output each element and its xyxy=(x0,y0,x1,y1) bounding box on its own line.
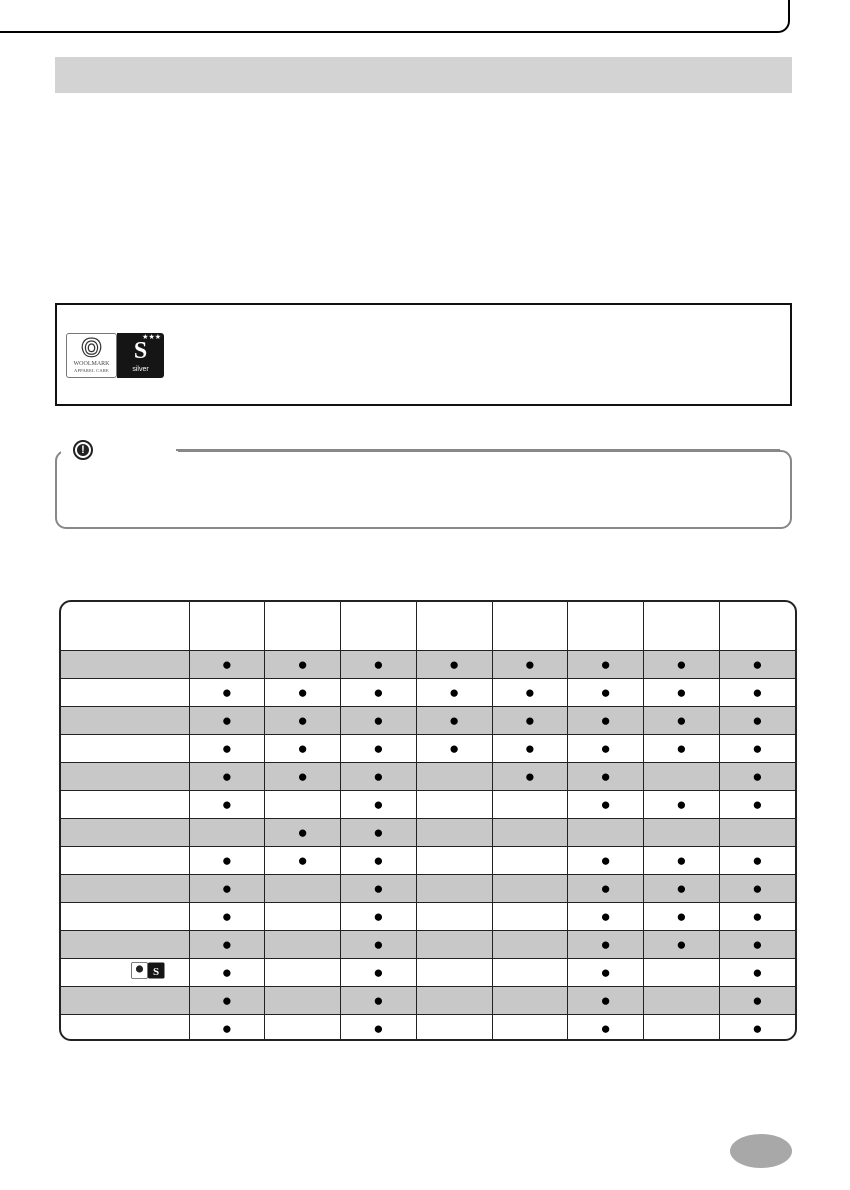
compat-cell xyxy=(719,706,795,734)
compat-cell xyxy=(719,790,795,818)
bullet-dot: ● xyxy=(752,738,763,758)
bullet-dot: ● xyxy=(752,878,763,898)
compat-cell xyxy=(265,678,341,706)
bullet-dot: ● xyxy=(221,710,233,730)
compat-cell xyxy=(341,846,417,874)
bullet-dot: ● xyxy=(297,738,308,758)
table-row xyxy=(61,986,795,1014)
caution-box xyxy=(55,450,792,529)
compat-cell xyxy=(265,1014,341,1041)
row-label-cell xyxy=(61,986,189,1014)
compat-cell xyxy=(492,986,568,1014)
compat-cell xyxy=(644,678,720,706)
compat-cell xyxy=(719,958,795,986)
compat-cell xyxy=(341,706,417,734)
compat-cell xyxy=(341,790,417,818)
compat-cell xyxy=(416,790,492,818)
compat-cell xyxy=(644,706,720,734)
table-row xyxy=(61,790,795,818)
bullet-dot: ● xyxy=(373,850,384,870)
bullet-dot: ● xyxy=(221,766,233,786)
bullet-dot: ● xyxy=(373,682,384,702)
bullet-dot: ● xyxy=(752,794,763,814)
bullet-dot: ● xyxy=(221,850,233,870)
woolmark-sub-text: APPAREL CARE xyxy=(74,368,109,373)
compat-cell xyxy=(265,902,341,930)
bullet-dot: ● xyxy=(373,1018,384,1038)
bullet-dot: ● xyxy=(676,738,687,758)
compat-cell xyxy=(644,650,720,678)
table-header-cell xyxy=(341,602,417,650)
compat-cell xyxy=(568,790,644,818)
bullet-dot: ● xyxy=(752,766,763,786)
compat-cell xyxy=(492,790,568,818)
table-header-cell xyxy=(644,602,720,650)
table-header-cell xyxy=(189,602,265,650)
compat-cell xyxy=(416,930,492,958)
compat-cell xyxy=(189,902,265,930)
silver-s-icon: S xyxy=(133,338,148,364)
bullet-dot: ● xyxy=(221,878,233,898)
row-label-cell xyxy=(61,874,189,902)
bullet-dot: ● xyxy=(600,878,611,898)
compat-cell xyxy=(568,986,644,1014)
compat-cell xyxy=(341,930,417,958)
table-row xyxy=(61,930,795,958)
table-row xyxy=(61,902,795,930)
compat-cell xyxy=(719,874,795,902)
table-header-cell xyxy=(719,602,795,650)
compat-cell xyxy=(492,734,568,762)
compat-cell xyxy=(341,874,417,902)
bullet-dot: ● xyxy=(373,906,384,926)
table-header-cell xyxy=(416,602,492,650)
care-symbols xyxy=(131,962,165,982)
compat-cell xyxy=(189,930,265,958)
compat-cell xyxy=(416,874,492,902)
row-label-cell xyxy=(61,706,189,734)
silver-logo xyxy=(117,333,164,378)
compat-cell xyxy=(568,818,644,846)
compat-cell xyxy=(492,874,568,902)
bullet-dot: ● xyxy=(297,654,308,674)
compat-cell xyxy=(189,986,265,1014)
compat-cell xyxy=(568,706,644,734)
compat-cell xyxy=(644,790,720,818)
compat-cell xyxy=(265,706,341,734)
table-row xyxy=(61,818,795,846)
compat-cell xyxy=(644,958,720,986)
compat-cell xyxy=(644,874,720,902)
bullet-dot: ● xyxy=(221,962,233,982)
silver-mini-letter: S xyxy=(152,966,159,978)
bullet-dot: ● xyxy=(221,682,233,702)
program-compatibility-table xyxy=(59,600,797,1041)
bullet-dot: ● xyxy=(600,850,611,870)
bullet-dot: ● xyxy=(221,794,233,814)
silver-stars: ★★★ xyxy=(142,334,161,341)
table-header-row xyxy=(61,602,795,650)
bullet-dot: ● xyxy=(600,738,611,758)
row-label-cell xyxy=(61,958,189,986)
compat-cell xyxy=(719,986,795,1014)
compat-cell xyxy=(341,734,417,762)
woolmark-brand-text: WOOLMARK xyxy=(73,361,110,367)
compat-cell xyxy=(644,818,720,846)
bullet-dot: ● xyxy=(297,766,308,786)
woolmark-logo xyxy=(66,333,117,378)
bullet-dot: ● xyxy=(373,794,384,814)
compat-cell xyxy=(265,734,341,762)
bullet-dot: ● xyxy=(297,682,308,702)
compat-cell xyxy=(265,762,341,790)
bullet-dot: ● xyxy=(752,682,763,702)
compat-cell xyxy=(265,650,341,678)
bullet-dot: ● xyxy=(600,990,611,1010)
compat-cell xyxy=(568,958,644,986)
compat-cell xyxy=(416,650,492,678)
compat-cell xyxy=(492,1014,568,1041)
compat-cell xyxy=(341,1014,417,1041)
compat-cell xyxy=(568,874,644,902)
woolmark-mini-ball xyxy=(135,965,142,972)
compat-cell xyxy=(416,762,492,790)
bullet-dot: ● xyxy=(221,990,233,1010)
bullet-dot: ● xyxy=(297,710,308,730)
bullet-dot: ● xyxy=(676,906,687,926)
table-row xyxy=(61,762,795,790)
compat-cell xyxy=(189,874,265,902)
compat-cell xyxy=(719,650,795,678)
compat-cell xyxy=(644,1014,720,1041)
bullet-dot: ● xyxy=(600,1018,611,1038)
bullet-dot: ● xyxy=(297,850,308,870)
bullet-dot: ● xyxy=(676,682,687,702)
exclamation-icon: ! xyxy=(73,440,93,460)
bullet-dot: ● xyxy=(524,766,536,786)
row-label-cell xyxy=(61,790,189,818)
compat-cell xyxy=(416,1014,492,1041)
bullet-dot: ● xyxy=(448,654,460,674)
bullet-dot: ● xyxy=(373,962,384,982)
compat-cell xyxy=(644,734,720,762)
compat-cell xyxy=(189,958,265,986)
row-label-cell xyxy=(61,818,189,846)
compat-cell xyxy=(492,818,568,846)
compat-cell xyxy=(265,846,341,874)
section-header-bar xyxy=(55,57,792,93)
compat-cell xyxy=(341,650,417,678)
compat-cell xyxy=(719,846,795,874)
compat-cell xyxy=(341,902,417,930)
bullet-dot: ● xyxy=(373,738,384,758)
compat-cell xyxy=(189,818,265,846)
care-label-box xyxy=(55,303,792,406)
compat-cell xyxy=(568,930,644,958)
compat-cell xyxy=(189,790,265,818)
table-header-cell xyxy=(492,602,568,650)
compat-cell xyxy=(568,762,644,790)
compat-cell xyxy=(644,930,720,958)
compat-cell xyxy=(265,958,341,986)
bullet-dot: ● xyxy=(524,654,536,674)
compat-cell xyxy=(644,762,720,790)
compat-cell xyxy=(644,986,720,1014)
bullet-dot: ● xyxy=(600,654,611,674)
bullet-dot: ● xyxy=(676,934,687,954)
compat-cell xyxy=(341,762,417,790)
compat-cell xyxy=(341,958,417,986)
row-label-cell xyxy=(61,846,189,874)
bullet-dot: ● xyxy=(600,710,611,730)
row-label-cell xyxy=(61,762,189,790)
compat-cell xyxy=(719,930,795,958)
compat-cell xyxy=(719,902,795,930)
table-header-cell xyxy=(568,602,644,650)
bullet-dot: ● xyxy=(221,906,233,926)
compat-cell xyxy=(189,706,265,734)
compat-cell xyxy=(492,650,568,678)
compat-cell xyxy=(265,790,341,818)
bullet-dot: ● xyxy=(448,682,460,702)
compat-cell xyxy=(416,986,492,1014)
bullet-dot: ● xyxy=(373,990,384,1010)
compat-cell xyxy=(568,678,644,706)
bullet-dot: ● xyxy=(600,962,611,982)
page-top-frame-line xyxy=(0,0,790,33)
woolmark-ball-icon xyxy=(67,334,116,360)
compat-cell xyxy=(189,762,265,790)
bullet-dot: ● xyxy=(297,822,308,842)
bullet-dot: ● xyxy=(752,1018,763,1038)
compat-cell xyxy=(341,678,417,706)
compat-cell xyxy=(265,930,341,958)
table-row xyxy=(61,1014,795,1041)
compat-cell xyxy=(416,678,492,706)
compat-cell xyxy=(492,846,568,874)
bullet-dot: ● xyxy=(221,934,233,954)
bullet-dot: ● xyxy=(676,794,687,814)
compat-cell xyxy=(644,846,720,874)
bullet-dot: ● xyxy=(600,794,611,814)
compat-cell xyxy=(719,678,795,706)
compat-cell xyxy=(492,762,568,790)
compat-cell xyxy=(189,846,265,874)
table-row xyxy=(61,874,795,902)
bullet-dot: ● xyxy=(752,934,763,954)
bullet-dot: ● xyxy=(373,822,384,842)
bullet-dot: ● xyxy=(221,654,233,674)
compat-cell xyxy=(719,762,795,790)
compat-cell xyxy=(568,1014,644,1041)
bullet-dot: ● xyxy=(373,766,384,786)
table-row xyxy=(61,650,795,678)
table-row xyxy=(61,734,795,762)
compat-cell xyxy=(265,986,341,1014)
compat-cell xyxy=(492,958,568,986)
table-row xyxy=(61,846,795,874)
compat-cell xyxy=(416,734,492,762)
compat-cell xyxy=(416,958,492,986)
row-label-cell xyxy=(61,902,189,930)
compat-cell xyxy=(189,1014,265,1041)
bullet-dot: ● xyxy=(524,710,536,730)
row-label-cell xyxy=(61,734,189,762)
bullet-dot: ● xyxy=(752,906,763,926)
silver-word: silver xyxy=(132,366,149,373)
row-label-cell xyxy=(61,650,189,678)
bullet-dot: ● xyxy=(600,766,611,786)
compat-cell xyxy=(265,818,341,846)
bullet-dot: ● xyxy=(221,1018,233,1038)
compat-cell xyxy=(568,650,644,678)
bullet-dot: ● xyxy=(373,710,384,730)
compat-cell xyxy=(492,902,568,930)
compat-cell xyxy=(416,902,492,930)
compat-cell xyxy=(416,846,492,874)
bullet-dot: ● xyxy=(524,682,536,702)
compat-cell xyxy=(644,902,720,930)
bullet-dot: ● xyxy=(752,710,763,730)
row-label-cell xyxy=(61,678,189,706)
row-label-cell xyxy=(61,930,189,958)
bullet-dot: ● xyxy=(676,654,687,674)
bullet-dot: ● xyxy=(676,710,687,730)
bullet-dot: ● xyxy=(373,934,384,954)
compat-cell xyxy=(719,818,795,846)
bullet-dot: ● xyxy=(448,738,460,758)
compat-cell xyxy=(719,734,795,762)
compat-cell xyxy=(416,706,492,734)
compat-cell xyxy=(189,678,265,706)
compat-cell xyxy=(568,734,644,762)
compat-cell xyxy=(265,874,341,902)
bullet-dot: ● xyxy=(221,738,233,758)
compat-cell xyxy=(492,706,568,734)
compat-cell xyxy=(492,930,568,958)
bullet-dot: ● xyxy=(752,962,763,982)
bullet-dot: ● xyxy=(676,850,687,870)
compat-cell xyxy=(416,818,492,846)
table-row xyxy=(61,958,795,986)
compat-cell xyxy=(341,986,417,1014)
row-label-cell xyxy=(61,1014,189,1041)
bullet-dot: ● xyxy=(373,878,384,898)
bullet-dot: ● xyxy=(600,682,611,702)
compat-cell xyxy=(492,678,568,706)
compat-cell xyxy=(568,902,644,930)
bullet-dot: ● xyxy=(524,738,536,758)
bullet-dot: ● xyxy=(752,990,763,1010)
table-header-cell xyxy=(265,602,341,650)
table-row xyxy=(61,706,795,734)
bullet-dot: ● xyxy=(448,710,460,730)
compat-cell xyxy=(189,650,265,678)
compat-cell xyxy=(189,734,265,762)
table-header-cell xyxy=(61,602,189,650)
bullet-dot: ● xyxy=(752,850,763,870)
caution-title-rule xyxy=(176,449,780,451)
bullet-dot: ● xyxy=(600,906,611,926)
bullet-dot: ● xyxy=(600,934,611,954)
bullet-dot: ● xyxy=(752,654,763,674)
compat-cell xyxy=(341,818,417,846)
bullet-dot: ● xyxy=(676,878,687,898)
bullet-dot: ● xyxy=(373,654,384,674)
table-row xyxy=(61,678,795,706)
compat-cell xyxy=(719,1014,795,1041)
page-number-badge xyxy=(730,1134,792,1168)
compat-cell xyxy=(568,846,644,874)
